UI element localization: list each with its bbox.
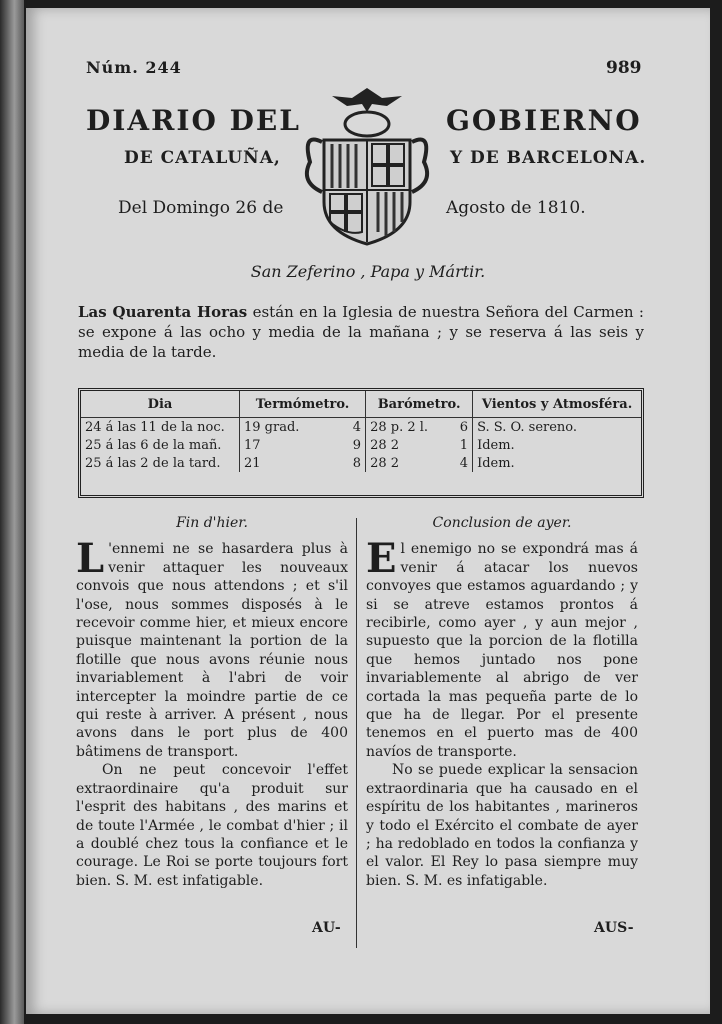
catchword-right: AUS-	[594, 920, 634, 936]
french-paragraph-2: On ne peut concevoir l'effet extraordinaire qu'a produit sur l'esprit des habitans , des marins et de toute l'Armée , le combat d'hier ; il a doublé chez tous la confiance et le courage. Le Roi se porte toujours fort bien. S. M. est infatigable.	[76, 762, 348, 889]
french-column	[76, 514, 348, 890]
catchword-left: AU-	[312, 920, 341, 936]
title-left: DIARIO DEL	[86, 104, 301, 137]
date-right: Agosto de 1810.	[446, 198, 586, 218]
cell-thermo-frac: 4	[339, 418, 365, 437]
saint-of-the-day: San Zeferino , Papa y Mártir.	[250, 262, 486, 281]
header-barometer: Barómetro.	[366, 391, 473, 418]
header-thermometer: Termómetro.	[240, 391, 366, 418]
forty-hours-notice	[78, 302, 644, 362]
cell-thermo-frac: 9	[339, 436, 365, 454]
cell-wind: Idem.	[477, 437, 515, 453]
dropcap: L	[76, 535, 105, 583]
spanish-heading: Conclusion de ayer.	[432, 515, 572, 531]
cell-baro: 28 2	[370, 455, 400, 471]
cell-baro: 28 2	[370, 437, 400, 453]
cell-wind: S. S. O. sereno.	[477, 419, 578, 435]
cell-baro-frac: 6	[451, 418, 473, 437]
cell-thermo-frac: 8	[339, 454, 365, 472]
coat-of-arms-icon	[292, 82, 442, 252]
subtitle-right: Y DE BARCELONA.	[450, 148, 647, 168]
cell-baro-frac: 1	[451, 436, 473, 454]
weather-table	[78, 388, 644, 498]
dropcap: E	[366, 535, 397, 583]
issue-number: Núm. 244	[86, 58, 182, 77]
adjacent-page-edge	[0, 0, 24, 1024]
newspaper-page	[26, 8, 710, 1014]
cell-baro: 28 p. 2 l.	[370, 419, 429, 435]
date-left: Del Domingo 26 de	[118, 198, 284, 218]
title-right: GOBIERNO	[446, 104, 642, 137]
cell-baro-frac: 4	[451, 454, 473, 472]
cell-wind: Idem.	[477, 455, 515, 471]
page-number: 989	[606, 58, 642, 78]
table-row	[81, 418, 641, 437]
french-heading: Fin d'hier.	[176, 515, 248, 531]
cell-thermo: 19 grad.	[244, 419, 300, 435]
spanish-paragraph-2: No se puede explicar la sensacion extraordinaria que ha causado en el espíritu de los habitantes , marineros y todo el Exército el combate de ayer ; ha redoblado en todos la confianza y el valor. El Rey lo pasa siempre muy bien. S. M. es infatigable.	[366, 762, 638, 889]
subtitle-left: DE CATALUÑA,	[124, 148, 281, 168]
notice-bold: Las Quarenta Horas	[78, 303, 248, 321]
column-divider	[356, 518, 357, 948]
table-row	[81, 454, 641, 472]
header-winds: Vientos y Atmosféra.	[473, 391, 641, 418]
header-day: Dia	[81, 391, 240, 418]
spanish-paragraph-1-text: l enemigo no se expondrá mas á venir á atacar los nuevos convoyes que estamos aguardando ; y si se atreve estamos prontos á recibirle, como ayer , y aun mejor , supuesto que la porcion de la flotilla que hemos juntado nos pone invariablemente al abrigo de ver cortada la mas pequeña parte de lo que ha de llegar. Por el presente tenemos en el puerto mas de 400 navíos de transporte.	[366, 541, 638, 760]
french-paragraph-1	[76, 535, 348, 761]
spanish-column	[366, 514, 638, 890]
cell-day: 24 á las 11 de la noc.	[81, 418, 240, 437]
spanish-paragraph-1	[366, 535, 638, 761]
cell-day: 25 á las 2 de la tard.	[81, 454, 240, 472]
french-paragraph-1-text: 'ennemi ne se hasardera plus à venir attaquer les nouveaux convois que nous attendons ; et s'il l'ose, nous sommes disposés à le recevoir comme hier, et mieux encore puisque maintenant la portion de la flotille que nous avons réunie nous invariablement à l'abri de voir intercepter la moindre partie de ce qui reste à arriver. A présent , nous avons dans le port plus de 400 bâtimens de transport.	[76, 541, 348, 760]
cell-thermo: 17	[244, 437, 261, 453]
notice-text: están en la Iglesia de nuestra Señora del Carmen : se expone á las ocho y media de la mañana ; y se reserva á las seis y media de la tarde.	[78, 303, 644, 361]
cell-day: 25 á las 6 de la mañ.	[81, 436, 240, 454]
table-row	[81, 436, 641, 454]
cell-thermo: 21	[244, 455, 261, 471]
